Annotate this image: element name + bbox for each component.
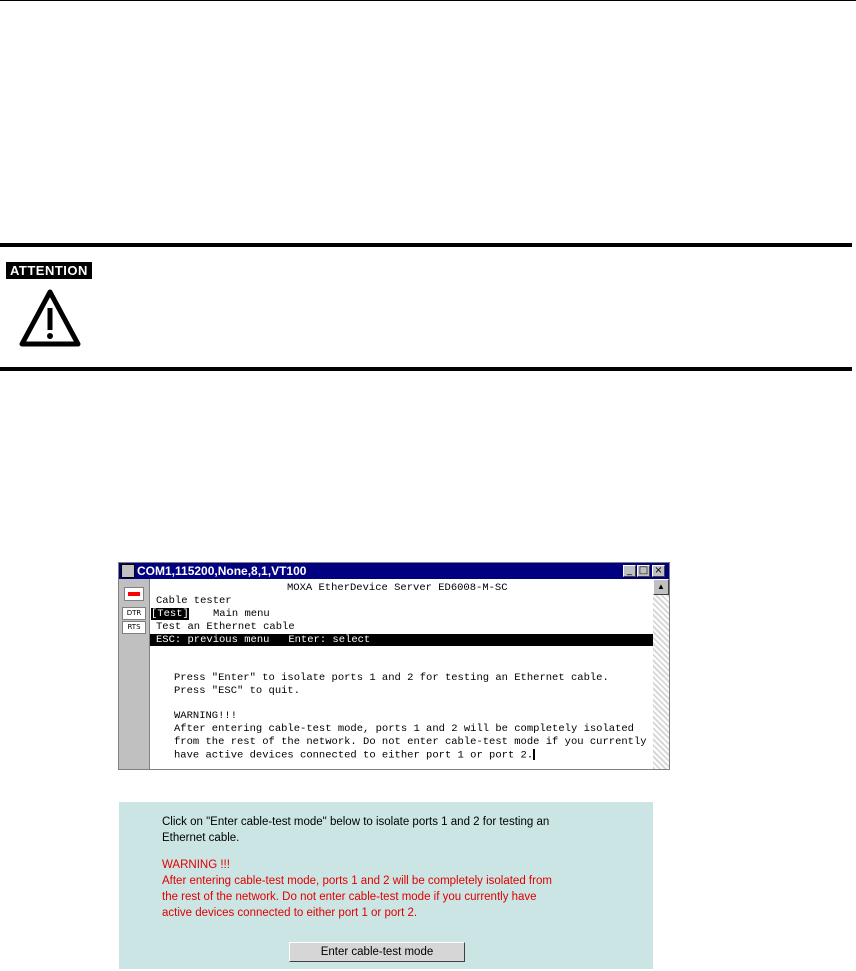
scroll-up-arrow-icon[interactable]: ▲ [653, 579, 669, 595]
terminal-status-text: ESC: previous menu Enter: select [156, 634, 371, 646]
attention-label: ATTENTION [6, 262, 92, 279]
web-warning-line: After entering cable-test mode, ports 1 and 2 will be completely isolated from [162, 875, 552, 887]
terminal-warning-line: from the rest of the network. Do not enter cable-test mode if you currently [174, 736, 647, 748]
terminal-instruction-line: Press "ESC" to quit. [174, 685, 301, 697]
dtr-button[interactable]: DTR [122, 607, 146, 620]
attention-rule-bottom [0, 367, 852, 371]
terminal-screen[interactable] [150, 579, 653, 769]
terminal-title: COM1,115200,None,8,1,VT100 [137, 564, 307, 578]
close-button[interactable]: × [652, 565, 665, 577]
text-cursor [533, 749, 535, 760]
terminal-header: MOXA EtherDevice Server ED6008-M-SC [287, 582, 508, 594]
menu-item-main[interactable]: Main menu [213, 608, 270, 620]
web-warning-title: WARNING !!! [162, 859, 230, 871]
web-instruction-line: Click on "Enter cable-test mode" below to isolate ports 1 and 2 for testing an [162, 816, 550, 828]
attention-rule-top [0, 243, 852, 247]
terminal-side-panel [119, 579, 150, 769]
web-config-panel [119, 802, 653, 969]
warning-triangle-icon [18, 288, 82, 350]
terminal-warning-title: WARNING!!! [174, 710, 238, 722]
terminal-app-icon [121, 564, 135, 578]
terminal-help-text: Test an Ethernet cable [156, 621, 295, 633]
minimize-button[interactable]: _ [623, 565, 636, 577]
top-rule [0, 0, 856, 1]
enter-cable-test-mode-button[interactable]: Enter cable-test mode [289, 942, 465, 962]
terminal-warning-line [174, 749, 535, 761]
terminal-titlebar [119, 563, 669, 579]
terminal-scrollbar[interactable] [653, 579, 669, 769]
web-warning-line: the rest of the network. Do not enter cable-test mode if you currently have [162, 891, 537, 903]
connection-indicator-icon [124, 587, 144, 601]
terminal-warning-line: After entering cable-test mode, ports 1 and 2 will be completely isolated [174, 723, 634, 735]
web-instruction-line: Ethernet cable. [162, 832, 240, 844]
terminal-status-bar [150, 634, 653, 646]
terminal-menu-title: Cable tester [156, 595, 232, 607]
web-warning-line: active devices connected to either port 1 or port 2. [162, 907, 418, 919]
terminal-instruction-line: Press "Enter" to isolate ports 1 and 2 for testing an Ethernet cable. [174, 672, 609, 684]
menu-item-test[interactable]: [Test] [151, 608, 189, 620]
rts-button[interactable]: RTS [122, 621, 146, 634]
maximize-button[interactable]: □ [638, 565, 649, 576]
terminal-warning-text: have active devices connected to either port 1 or port 2. [174, 749, 534, 762]
terminal-window [118, 562, 670, 770]
